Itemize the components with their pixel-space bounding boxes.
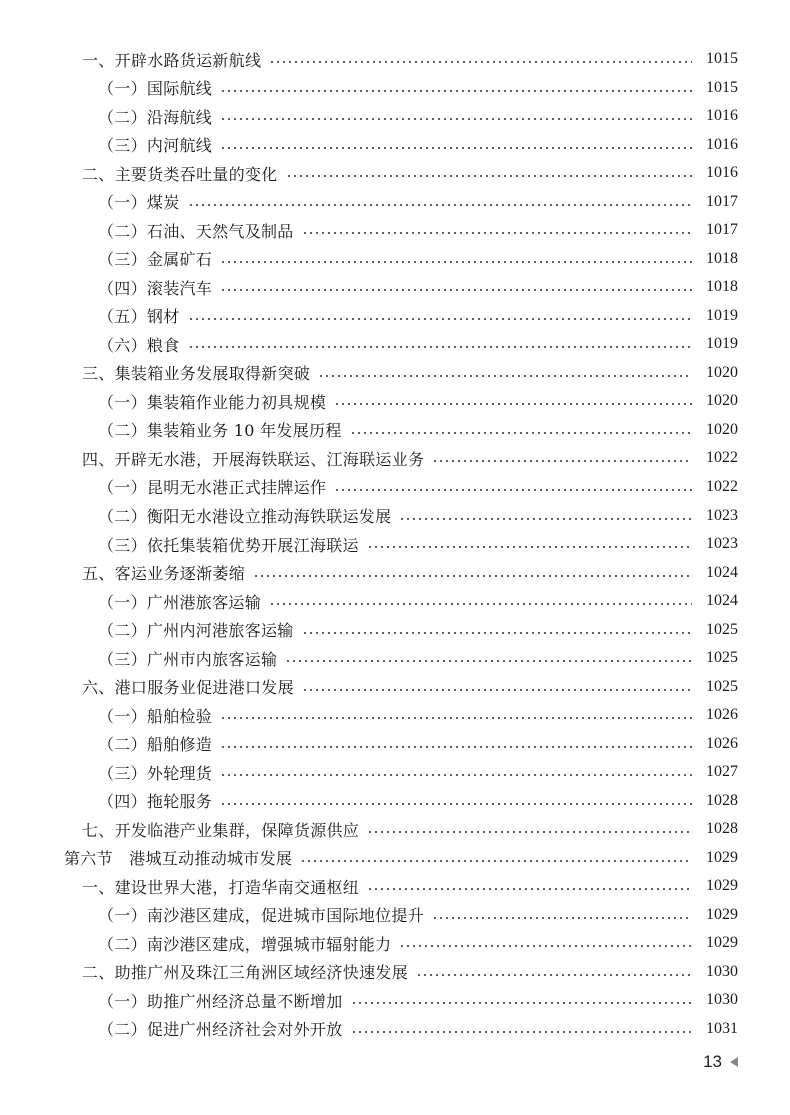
- dot-leader: [367, 888, 692, 890]
- toc-subentry[interactable]: [0, 530, 790, 559]
- toc-entry-title: （二）集装箱业务 10 年发展历程: [98, 421, 342, 441]
- toc-entry-page: 1028: [706, 791, 738, 809]
- dot-leader: [220, 90, 692, 92]
- dot-leader: [220, 774, 692, 776]
- toc-subentry[interactable]: [0, 131, 790, 160]
- toc-entry-title: 二、助推广州及珠江三角洲区域经济快速发展: [82, 963, 409, 983]
- toc-entry-title: （三）依托集装箱优势开展江海联运: [98, 535, 359, 555]
- dot-leader: [432, 917, 692, 919]
- toc-entry-title: 三、集装箱业务发展取得新突破: [82, 364, 311, 384]
- dot-leader: [432, 460, 692, 462]
- toc-entry-title: （三）金属矿石: [98, 250, 213, 270]
- toc-entry-title: 五、客运业务逐渐萎缩: [82, 564, 246, 584]
- toc-section-entry[interactable]: [0, 843, 790, 872]
- toc-entry-page: 1019: [706, 306, 738, 324]
- toc-subentry[interactable]: [0, 986, 790, 1015]
- dot-leader: [220, 118, 692, 120]
- dot-leader: [220, 803, 692, 805]
- toc-entry-title: （三）外轮理货: [98, 763, 213, 783]
- table-of-contents: [0, 45, 790, 1043]
- toc-entry-page: 1019: [706, 335, 738, 353]
- toc-entry-page: 1029: [706, 848, 738, 866]
- toc-entry-page: 1020: [706, 392, 738, 410]
- dot-leader: [220, 746, 692, 748]
- dot-leader: [399, 518, 692, 520]
- toc-entry-page: 1023: [706, 506, 738, 524]
- dot-leader: [220, 147, 692, 149]
- toc-entry[interactable]: [0, 359, 790, 388]
- toc-entry-page: 1016: [706, 135, 738, 153]
- dot-leader: [286, 175, 692, 177]
- dot-leader: [300, 860, 692, 862]
- toc-entry[interactable]: [0, 672, 790, 701]
- toc-entry-page: 1026: [706, 706, 738, 724]
- toc-subentry[interactable]: [0, 216, 790, 245]
- toc-entry-title: 第六节 港城互动推动城市发展: [64, 849, 293, 869]
- dot-leader: [220, 717, 692, 719]
- toc-entry-page: 1016: [706, 107, 738, 125]
- toc-entry[interactable]: [0, 558, 790, 587]
- toc-entry-page: 1027: [706, 763, 738, 781]
- dot-leader: [367, 831, 692, 833]
- toc-entry-page: 1015: [706, 50, 738, 68]
- toc-entry-page: 1020: [706, 420, 738, 438]
- toc-entry-title: （五）钢材: [98, 307, 180, 327]
- toc-entry-page: 1026: [706, 734, 738, 752]
- toc-entry[interactable]: [0, 958, 790, 987]
- toc-subentry[interactable]: [0, 245, 790, 274]
- dot-leader: [334, 403, 692, 405]
- toc-entry-page: 1022: [706, 449, 738, 467]
- toc-subentry[interactable]: [0, 74, 790, 103]
- toc-entry-page: 1029: [706, 905, 738, 923]
- dot-leader: [334, 489, 692, 491]
- left-triangle-icon: [730, 1057, 738, 1067]
- toc-entry-page: 1018: [706, 278, 738, 296]
- dot-leader: [220, 289, 692, 291]
- toc-entry[interactable]: [0, 45, 790, 74]
- dot-leader: [399, 945, 692, 947]
- dot-leader: [351, 1002, 692, 1004]
- toc-entry-title: （一）集装箱作业能力初具规模: [98, 392, 327, 412]
- toc-entry[interactable]: [0, 159, 790, 188]
- dot-leader: [302, 689, 692, 691]
- toc-entry-title: （二）衡阳无水港设立推动海铁联运发展: [98, 507, 392, 526]
- dot-leader: [302, 232, 692, 234]
- toc-subentry[interactable]: [0, 729, 790, 758]
- toc-entry-page: 1031: [706, 1019, 738, 1037]
- toc-entry-page: 1020: [706, 363, 738, 381]
- toc-entry-title: （六）粮食: [98, 335, 180, 355]
- toc-entry[interactable]: [0, 815, 790, 844]
- toc-entry-title: （四）拖轮服务: [98, 792, 213, 812]
- toc-entry-title: （二）南沙港区建成，增强城市辐射能力: [98, 934, 392, 954]
- toc-subentry[interactable]: [0, 387, 790, 416]
- dot-leader: [416, 974, 692, 976]
- toc-entry-title: 一、建设世界大港，打造华南交通枢纽: [82, 877, 360, 897]
- toc-entry-title: （三）广州市内旅客运输: [98, 649, 278, 669]
- dot-leader: [188, 346, 692, 348]
- toc-entry-title: （四）滚装汽车: [98, 278, 213, 298]
- toc-subentry[interactable]: [0, 188, 790, 217]
- dot-leader: [367, 546, 692, 548]
- dot-leader: [285, 660, 692, 662]
- dot-leader: [253, 575, 692, 577]
- toc-entry-page: 1024: [706, 563, 738, 581]
- toc-entry-title: （二）广州内河港旅客运输: [98, 621, 294, 641]
- toc-entry-title: （二）促进广州经济社会对外开放: [98, 1020, 343, 1040]
- toc-entry-page: 1022: [706, 477, 738, 495]
- toc-entry-title: 一、开辟水路货运新航线: [82, 50, 262, 70]
- dot-leader: [188, 204, 692, 206]
- toc-entry-title: 七、开发临港产业集群，保障货源供应: [82, 820, 360, 840]
- toc-entry-page: 1028: [706, 820, 738, 838]
- toc-entry-title: 六、港口服务业促进港口发展: [82, 678, 294, 698]
- toc-entry-page: 1016: [706, 164, 738, 182]
- toc-subentry[interactable]: [0, 102, 790, 131]
- toc-entry-title: （一）昆明无水港正式挂牌运作: [98, 478, 327, 498]
- toc-entry-page: 1024: [706, 592, 738, 610]
- toc-entry-title: （二）船舶修造: [98, 735, 213, 755]
- toc-entry-page: 1018: [706, 249, 738, 267]
- toc-entry-page: 1023: [706, 535, 738, 553]
- toc-entry-title: （一）助推广州经济总量不断增加: [98, 991, 343, 1011]
- toc-entry[interactable]: [0, 872, 790, 901]
- toc-subentry[interactable]: [0, 758, 790, 787]
- toc-entry-title: 二、主要货类吞吐量的变化: [82, 164, 278, 184]
- toc-entry-page: 1030: [706, 991, 738, 1009]
- toc-subentry[interactable]: [0, 587, 790, 616]
- toc-entry-title: 四、开辟无水港，开展海铁联运、江海联运业务: [82, 449, 425, 469]
- toc-entry-title: （一）国际航线: [98, 79, 213, 99]
- toc-entry[interactable]: [0, 444, 790, 473]
- toc-subentry[interactable]: [0, 416, 790, 445]
- page-number: 13: [703, 1052, 722, 1071]
- toc-entry-page: 1030: [706, 962, 738, 980]
- toc-entry-title: （一）船舶检验: [98, 706, 213, 726]
- toc-entry-title: （二）石油、天然气及制品: [98, 221, 294, 241]
- toc-subentry[interactable]: [0, 644, 790, 673]
- dot-leader: [269, 61, 692, 63]
- toc-subentry[interactable]: [0, 302, 790, 331]
- toc-entry-title: （一）煤炭: [98, 193, 180, 213]
- toc-entry-page: 1017: [706, 192, 738, 210]
- toc-entry-title: （一）广州港旅客运输: [98, 592, 262, 612]
- dot-leader: [188, 318, 692, 320]
- toc-subentry[interactable]: [0, 900, 790, 929]
- toc-entry-page: 1029: [706, 877, 738, 895]
- dot-leader: [269, 603, 692, 605]
- toc-subentry[interactable]: [0, 615, 790, 644]
- dot-leader: [302, 632, 692, 634]
- toc-subentry[interactable]: [0, 1015, 790, 1044]
- toc-entry-page: 1025: [706, 677, 738, 695]
- toc-subentry[interactable]: [0, 330, 790, 359]
- toc-subentry[interactable]: [0, 501, 790, 530]
- toc-entry-title: （一）南沙港区建成，促进城市国际地位提升: [98, 906, 425, 926]
- toc-entry-page: 1015: [706, 78, 738, 96]
- toc-entry-page: 1017: [706, 221, 738, 239]
- toc-entry-page: 1029: [706, 934, 738, 952]
- dot-leader: [351, 1031, 692, 1033]
- toc-subentry[interactable]: [0, 473, 790, 502]
- dot-leader: [318, 375, 692, 377]
- toc-subentry[interactable]: [0, 273, 790, 302]
- toc-subentry[interactable]: [0, 929, 790, 958]
- dot-leader: [350, 432, 692, 434]
- toc-entry-page: 1025: [706, 620, 738, 638]
- page-footer: [703, 1052, 738, 1072]
- dot-leader: [220, 261, 692, 263]
- toc-entry-title: （二）沿海航线: [98, 107, 213, 127]
- toc-entry-title: （三）内河航线: [98, 136, 213, 156]
- toc-subentry[interactable]: [0, 786, 790, 815]
- toc-subentry[interactable]: [0, 701, 790, 730]
- toc-entry-page: 1025: [706, 649, 738, 667]
